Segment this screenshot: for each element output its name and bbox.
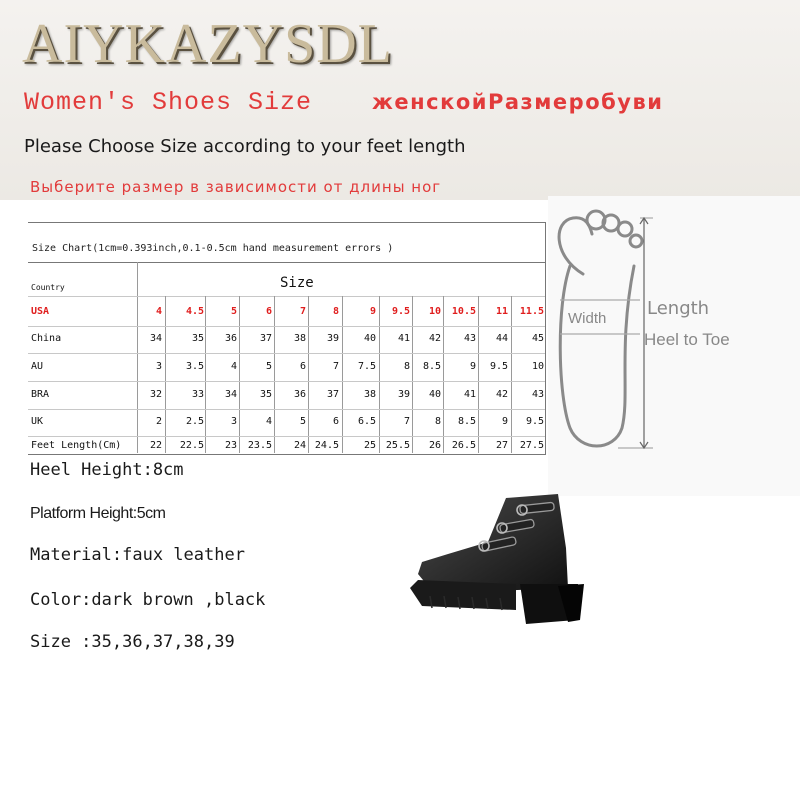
spec-sizes: Size :35,36,37,38,39 <box>30 632 235 652</box>
country-header: Country <box>31 283 65 292</box>
size-cell: 9.5 <box>525 416 544 427</box>
column-divider <box>478 296 479 453</box>
size-cell: 36 <box>224 333 237 344</box>
row-label-uk: UK <box>31 416 44 427</box>
row-label-bra: BRA <box>31 389 50 400</box>
size-cell: 42 <box>428 333 441 344</box>
size-cell: 43 <box>463 333 476 344</box>
column-divider <box>379 296 380 453</box>
length-label: Length <box>647 298 710 319</box>
size-chart-caption: Size Chart(1cm=0.393inch,0.1-0.5cm hand measurement errors ) <box>32 243 394 254</box>
size-cell: 8.5 <box>457 416 476 427</box>
column-divider <box>412 296 413 453</box>
spec-color: Color:dark brown ,black <box>30 590 266 610</box>
size-cell: 4.5 <box>185 306 204 317</box>
column-divider <box>342 296 343 453</box>
size-cell: 8 <box>403 361 410 372</box>
size-cell: 24 <box>293 440 306 451</box>
row-divider <box>28 436 545 437</box>
size-cell: 9 <box>501 416 508 427</box>
heel-to-toe-label: Heel to Toe <box>644 330 730 349</box>
size-cell: 36 <box>293 389 306 400</box>
size-cell: 42 <box>495 389 508 400</box>
size-cell: 7 <box>332 361 339 372</box>
size-cell: 38 <box>293 333 306 344</box>
title-russian: женскойРазмеробуви <box>372 90 664 114</box>
spec-platform-height: Platform Height:5cm <box>30 505 166 522</box>
size-cell: 6 <box>265 306 272 317</box>
column-divider <box>205 296 206 453</box>
size-cell: 41 <box>397 333 410 344</box>
column-divider <box>443 296 444 453</box>
size-cell: 8 <box>332 306 339 317</box>
column-divider <box>274 296 275 453</box>
column-divider <box>511 296 512 453</box>
size-cell: 9.5 <box>391 306 410 317</box>
size-cell: 43 <box>531 389 544 400</box>
choose-instruction-english: Please Choose Size according to your feet length <box>24 136 466 157</box>
spec-material: Material:faux leather <box>30 545 245 565</box>
size-header: Size <box>280 275 314 291</box>
size-cell: 23 <box>224 440 237 451</box>
size-cell: 27.5 <box>519 440 544 451</box>
size-cell: 22 <box>149 440 162 451</box>
size-cell: 35 <box>259 389 272 400</box>
size-cell: 3 <box>230 416 237 427</box>
row-label-usa: USA <box>31 306 50 317</box>
size-cell: 4 <box>155 306 162 317</box>
size-cell: 10 <box>428 306 441 317</box>
size-cell: 26 <box>428 440 441 451</box>
header-row-divider <box>28 296 545 297</box>
size-cell: 2.5 <box>185 416 204 427</box>
size-cell: 9 <box>469 361 476 372</box>
size-cell: 10.5 <box>451 306 476 317</box>
size-cell: 41 <box>463 389 476 400</box>
size-cell: 24.5 <box>314 440 339 451</box>
size-cell: 9 <box>369 306 376 317</box>
size-cell: 7 <box>403 416 410 427</box>
size-cell: 37 <box>326 389 339 400</box>
row-label-au: AU <box>31 361 44 372</box>
size-cell: 40 <box>363 333 376 344</box>
row-divider <box>28 409 545 410</box>
size-cell: 32 <box>149 389 162 400</box>
size-cell: 8 <box>434 416 441 427</box>
size-cell: 6 <box>332 416 339 427</box>
size-cell: 6.5 <box>357 416 376 427</box>
row-divider <box>28 353 545 354</box>
size-cell: 44 <box>495 333 508 344</box>
row-divider <box>28 326 545 327</box>
size-cell: 45 <box>531 333 544 344</box>
size-cell: 5 <box>265 361 272 372</box>
title-english: Women's Shoes Size <box>24 88 313 117</box>
row-label-feet-length-cm-: Feet Length(Cm) <box>31 440 122 451</box>
boot-product-image <box>408 488 594 624</box>
choose-instruction-russian: Выберите размер в зависимости от длины ног <box>30 178 442 196</box>
size-cell: 40 <box>428 389 441 400</box>
size-cell: 9.5 <box>489 361 508 372</box>
size-cell: 7.5 <box>357 361 376 372</box>
width-label: Width <box>568 310 607 327</box>
size-cell: 8.5 <box>422 361 441 372</box>
row-label-china: China <box>31 333 62 344</box>
size-cell: 27 <box>495 440 508 451</box>
size-cell: 11 <box>495 306 508 317</box>
size-cell: 38 <box>363 389 376 400</box>
row-divider <box>28 381 545 382</box>
size-cell: 11.5 <box>519 306 544 317</box>
size-cell: 2 <box>155 416 162 427</box>
size-cell: 4 <box>265 416 272 427</box>
size-cell: 37 <box>259 333 272 344</box>
column-divider <box>308 296 309 453</box>
size-cell: 25 <box>363 440 376 451</box>
column-divider <box>239 296 240 453</box>
size-cell: 4 <box>230 361 237 372</box>
size-cell: 7 <box>299 306 306 317</box>
size-cell: 39 <box>326 333 339 344</box>
size-cell: 3 <box>155 361 162 372</box>
size-cell: 34 <box>224 389 237 400</box>
size-cell: 3.5 <box>185 361 204 372</box>
size-cell: 5 <box>230 306 237 317</box>
size-cell: 26.5 <box>451 440 476 451</box>
size-cell: 39 <box>397 389 410 400</box>
column-divider <box>165 296 166 453</box>
size-cell: 35 <box>191 333 204 344</box>
size-cell: 22.5 <box>179 440 204 451</box>
size-cell: 23.5 <box>247 440 272 451</box>
size-cell: 34 <box>149 333 162 344</box>
size-cell: 6 <box>299 361 306 372</box>
caption-divider <box>28 262 545 263</box>
brand-logo: AIYKAZYSDL <box>22 13 393 75</box>
spec-heel-height: Heel Height:8cm <box>30 460 184 480</box>
size-cell: 33 <box>191 389 204 400</box>
size-cell: 25.5 <box>385 440 410 451</box>
size-cell: 5 <box>299 416 306 427</box>
size-cell: 10 <box>531 361 544 372</box>
